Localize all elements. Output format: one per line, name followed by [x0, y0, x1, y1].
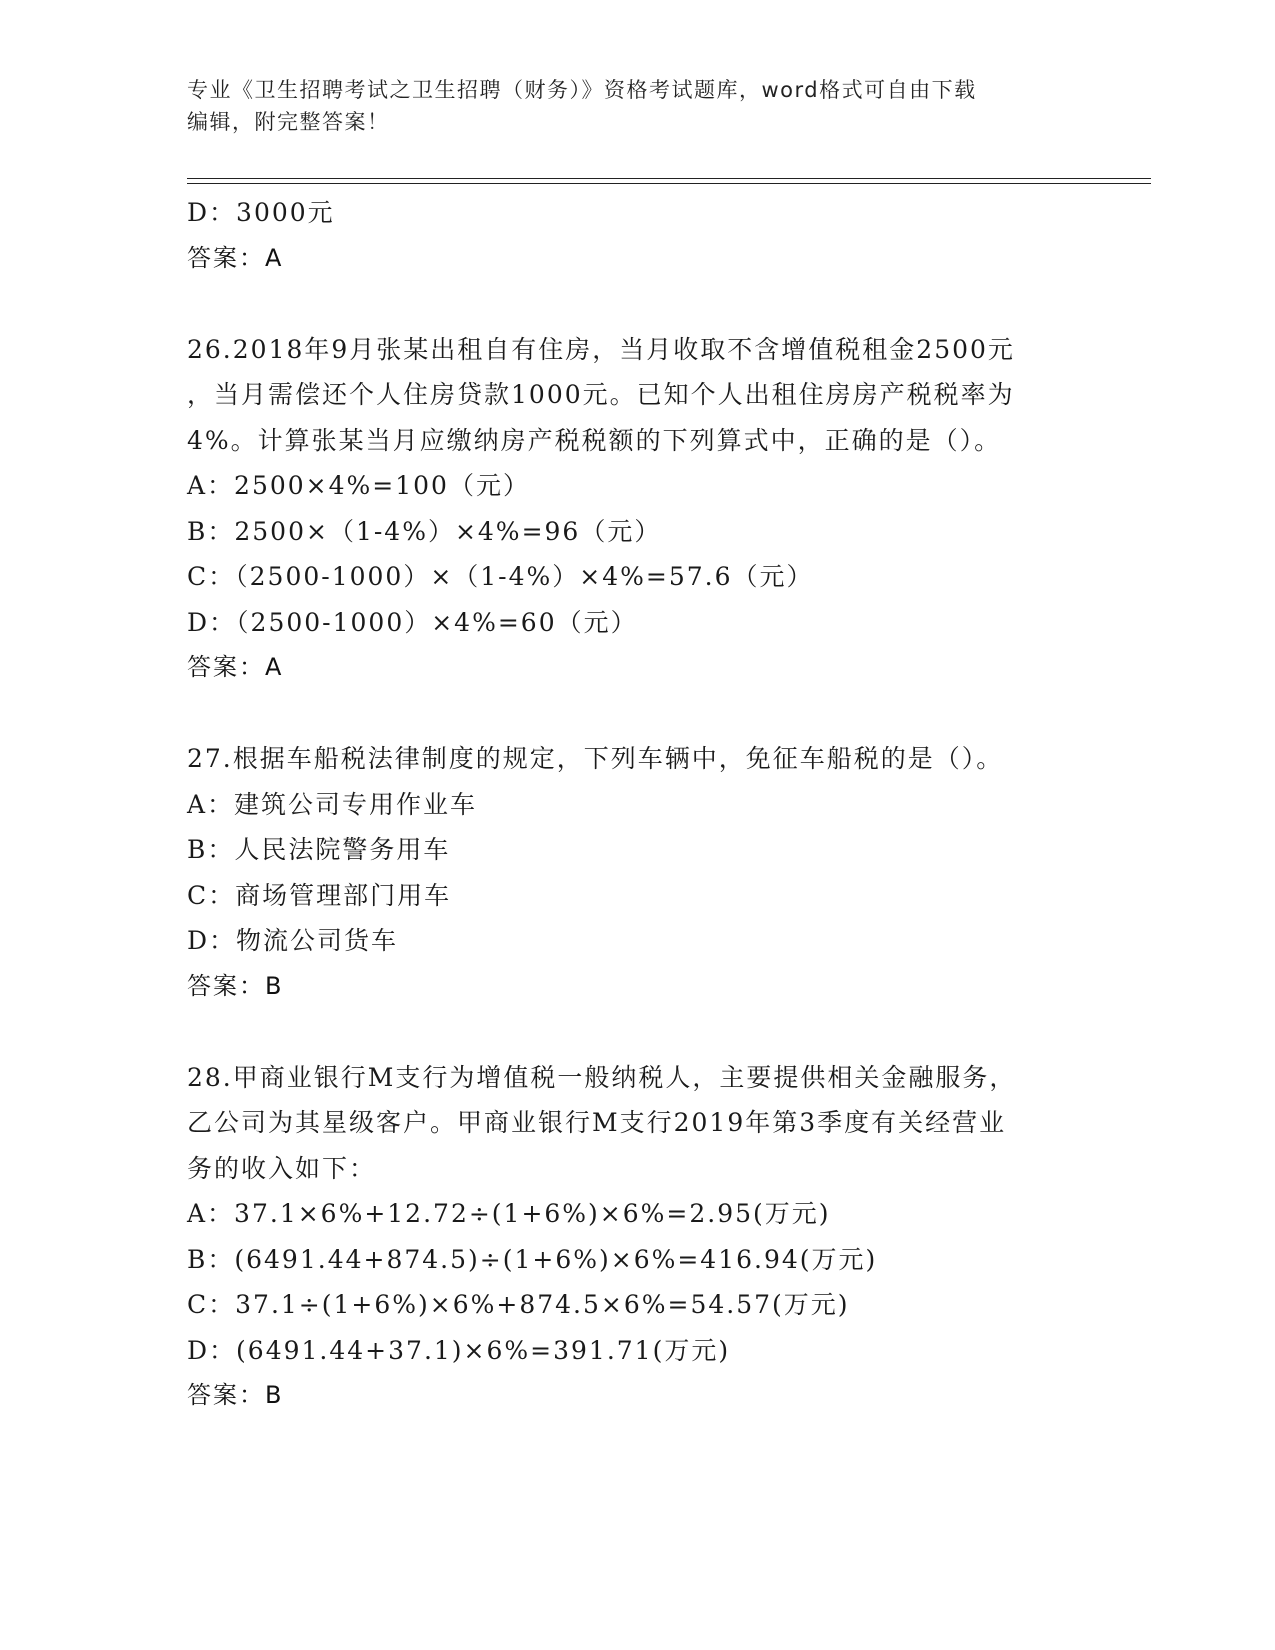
- q26-option-c: C：（2500-1000）×（1-4%）×4%=57.6（元）: [187, 562, 814, 591]
- q27-answer: 答案：B: [187, 971, 284, 1000]
- q27-option-d: D：物流公司货车: [187, 926, 399, 955]
- q28-answer: 答案：B: [187, 1381, 284, 1409]
- q28-stem-line: 28.甲商业银行M支行为增值税一般纳税人，主要提供相关金融服务，: [187, 1062, 1017, 1092]
- q28-stem-line: 乙公司为其星级客户。甲商业银行M支行2019年第3季度有关经营业: [187, 1108, 1007, 1137]
- header-line-2: 编辑，附完整答案！: [187, 110, 390, 134]
- q26-option-b: B：2500×（1-4%）×4%=96（元）: [187, 516, 662, 546]
- spacer: [187, 1009, 1087, 1055]
- header-divider-top: [187, 178, 1151, 179]
- q26-stem-line: 4%。计算张某当月应缴纳房产税税额的下列算式中，正确的是（）。: [187, 425, 1002, 455]
- question-27: [187, 736, 1087, 1009]
- q26-option-d: D：（2500-1000）×4%=60（元）: [187, 607, 638, 637]
- q27-option-b: B：人民法院警务用车: [187, 835, 451, 864]
- question-25: [187, 190, 1087, 281]
- header-divider-bottom: [187, 183, 1151, 184]
- q28-stem-line: 务的收入如下：: [187, 1153, 377, 1183]
- q26-answer: 答案：A: [187, 653, 284, 681]
- q25-answer: 答案：A: [187, 243, 284, 272]
- q27-option-c: C：商场管理部门用车: [187, 880, 452, 910]
- document-body: [187, 190, 1087, 1419]
- q28-option-c: C：37.1÷(1+6%)×6%+874.5×6%=54.57(万元): [187, 1290, 850, 1319]
- header-line-1: 专业《卫生招聘考试之卫生招聘（财务）》资格考试题库，word格式可自由下载: [187, 78, 977, 102]
- q26-stem-line: 26.2018年9月张某出租自有住房，当月收取不含增值税租金2500元: [187, 334, 1015, 364]
- q26-option-a: A：2500×4%=100（元）: [187, 471, 530, 500]
- spacer: [187, 691, 1087, 737]
- q27-option-a: A：建筑公司专用作业车: [187, 789, 478, 819]
- q26-stem-line: ，当月需偿还个人住房贷款1000元。已知个人出租住房房产税税率为: [187, 380, 1015, 409]
- q27-stem-line: 27.根据车船税法律制度的规定，下列车辆中，免征车船税的是（）。: [187, 744, 1004, 773]
- q28-option-d: D：(6491.44+37.1)×6%=391.71(万元): [187, 1335, 731, 1365]
- question-26: [187, 327, 1087, 691]
- question-28: [187, 1055, 1087, 1419]
- q28-option-b: B：(6491.44+874.5)÷(1+6%)×6%=416.94(万元): [187, 1244, 878, 1274]
- q28-option-a: A：37.1×6%+12.72÷(1+6%)×6%=2.95(万元): [187, 1199, 831, 1228]
- q25-option-d: D：3000元: [187, 198, 335, 227]
- spacer: [187, 281, 1087, 327]
- page-header: [187, 74, 1067, 138]
